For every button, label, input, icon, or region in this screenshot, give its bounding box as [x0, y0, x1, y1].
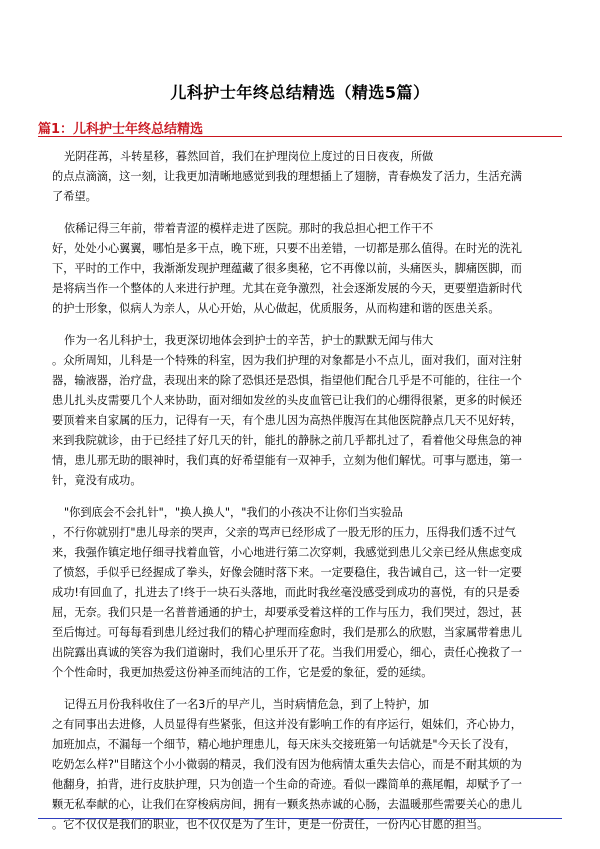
paragraph-line: 了愤怒，手似乎已经握成了拳头，好像会随时落下来。一定要稳住，我告诫自己，这一针一定要	[52, 566, 522, 579]
document-title: 儿科护士年终总结精选（精选5篇）	[170, 83, 430, 102]
paragraph-line: 成功!有回血了，扎进去了!终于一块石头落地，而此时我丝毫没感受到成功的喜悦，有的只是委	[52, 586, 520, 599]
paragraph-line: 下，平时的工作中，我渐渐发现护理蕴藏了很多奥秘，它不再像以前，头痛医头，脚痛医脚，而	[52, 262, 522, 275]
paragraph-line: 是将病当作一个整体的人来进行护理。尤其在竞争激烈，社会逐渐发展的今天，更要塑造新时代	[52, 282, 522, 295]
paragraph-line: 。众所周知，儿科是一个特殊的科室，因为我们护理的对象都是小不点儿，面对我们，面对注射	[52, 354, 522, 367]
paragraph-line: 作为一名儿科护士，我更深切地体会到护士的辛苦，护士的默默无闻与伟大	[64, 334, 434, 347]
paragraph-line: ，不行你就别打"患儿母亲的哭声，父亲的骂声已经形成了一股无形的压力，压得我们透不过气	[52, 526, 516, 539]
paragraph-5	[52, 695, 548, 835]
paragraph-line: 好，处处小心翼翼，哪怕是多干点，晚下班，只要不出差错，一切都是那么值得。在时光的洗礼	[52, 242, 522, 255]
paragraph-line: 他翻身，拍背，进行皮肤护理，只为创造一个生命的奇迹。看似一蹀简单的燕尾帽，却赋予了一	[52, 778, 522, 791]
paragraph-line: 依稀记得三年前，带着青涩的模样走进了医院。那时的我总担心把工作干不	[64, 222, 434, 235]
paragraph-line: 屈，无奈。我们只是一名普普通通的护士，却要承受着这样的工作与压力，我们哭过，怨过，甚	[52, 606, 522, 619]
heading-divider	[38, 136, 562, 137]
paragraph-line: 了希望。	[52, 190, 97, 203]
paragraph-line: 情，患儿那无助的眼神时，我们真的好希望能有一双神手，立刻为他们解忧。可事与愿违，第一	[52, 454, 522, 467]
document-body	[52, 147, 548, 847]
paragraph-line: 的护士形象，似病人为亲人，从心开始，从心做起，优质服务，从而构建和谐的医患关系。	[52, 302, 500, 315]
paragraph-3	[52, 331, 548, 491]
paragraph-line: 器，输液器，治疗盘，表现出来的除了恐惧还是恐惧，指望他们配合几乎是不可能的，往往一个	[52, 374, 522, 387]
paragraph-line: 之有同事出去进修，人员显得有些紧张，但这并没有影响工作的有序运行，姐妹们，齐心协力，	[52, 718, 522, 731]
paragraph-line: 记得五月份我科收住了一名3斤的早产儿，当时病情危急，到了上特护，加	[64, 698, 430, 711]
footer-divider	[38, 818, 562, 819]
paragraph-line: 至后悔过。可每每看到患儿经过我们的精心护理而痊愈时，我们是那么的欣慰，当家属带着患儿	[52, 626, 522, 639]
paragraph-line: 出院露出真诚的笑容为我们道谢时，我们心里乐开了花。当我们用爱心，细心，责任心挽救了一	[52, 646, 522, 659]
paragraph-line: 颗无私奉献的心，让我们在穿梭病房间，拥有一颗炙热赤诚的心肠，去温暖那些需要关心的患儿	[52, 798, 522, 811]
paragraph-4	[52, 503, 548, 683]
paragraph-line: 针，竟没有成功。	[52, 474, 142, 487]
paragraph-line: 的点点滴滴，这一刻，让我更加清晰地感觉到我的理想插上了翅膀，青春焕发了活力，生活充满	[52, 170, 522, 183]
paragraph-1	[52, 147, 548, 207]
paragraph-line: "你到底会不会扎针"，"换人换人"，"我们的小孩决不让你们当实验品	[64, 506, 403, 519]
paragraph-line: 光阴荏苒，斗转星移，暮然回首，我们在护理岗位上度过的日日夜夜，所做	[64, 150, 434, 163]
paragraph-line: 。它不仅仅是我们的职业，也不仅仅是为了生计，更是一份责任，一份内心甘愿的担当。	[52, 818, 489, 831]
paragraph-2	[52, 219, 548, 319]
section-heading: 篇1：儿科护士年终总结精选	[38, 122, 204, 137]
paragraph-line: 加班加点，不漏每一个细节，精心地护理患儿，每天床头交接班第一句话就是"今天长了没有，	[52, 738, 516, 751]
paragraph-line: 来，我强作镇定地仔细寻找着血管，小心地进行第二次穿刺，我感觉到患儿父亲已经从焦虑变成	[52, 546, 522, 559]
paragraph-line: 个个性命时，我更加热爱这份神圣而纯洁的工作，它是爱的象征，爱的延续。	[52, 666, 433, 679]
paragraph-line: 要顶着来自家属的压力，记得有一天，有个患儿因为高热伴腹泻在其他医院静点几天不见好转，	[52, 414, 522, 427]
paragraph-line: 来到我院就诊，由于已经挂了好几天的针，能扎的静脉之前几乎都扎过了，看着他父母焦急的神	[52, 434, 522, 447]
paragraph-line: 患儿扎头皮需要几个人来协助，面对细如发丝的头皮血管已让我们的心绷得很紧，更多的时候还	[52, 394, 522, 407]
paragraph-line: 吃奶怎么样?"目睹这个小小微弱的精灵，我们没有因为他病情太重失去信心，而是不耐其烦的为	[52, 758, 522, 771]
